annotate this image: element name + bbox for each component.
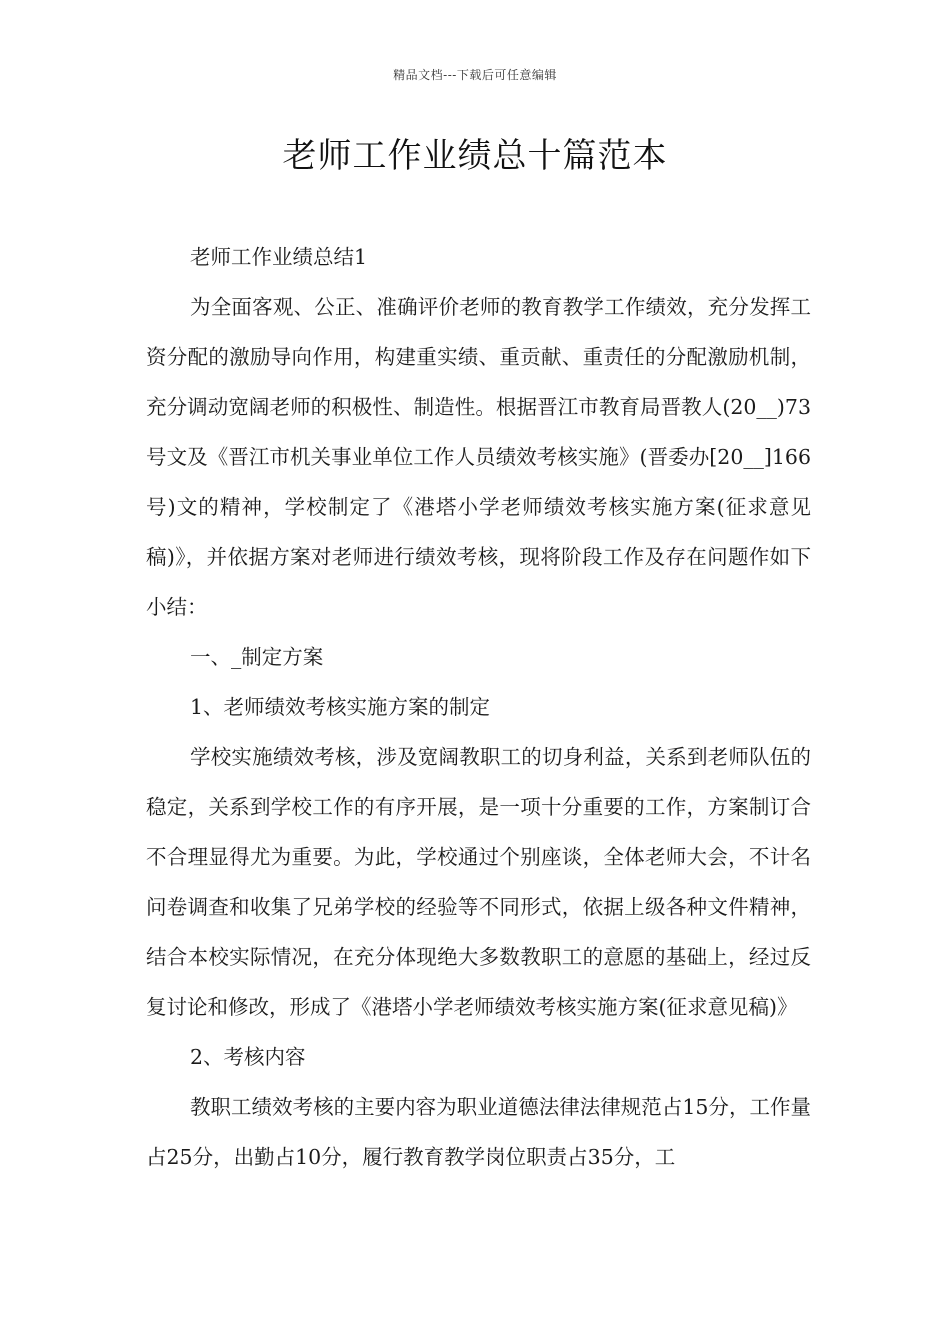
document-title: 老师工作业绩总十篇范本	[282, 136, 668, 176]
subsection-heading: 1、老师绩效考核实施方案的制定	[190, 695, 491, 719]
section-heading: 一、_制定方案	[190, 645, 324, 669]
section-heading: 老师工作业绩总结1	[190, 245, 368, 269]
header-note: 精品文档---下载后可任意编辑	[393, 68, 557, 82]
subsection-heading: 2、考核内容	[190, 1045, 306, 1069]
paragraph: 教职工绩效考核的主要内容为职业道德法律法律规范占15分，工作量占25分，出勤占10分，履行教育教学岗位职责占35分，工	[146, 1095, 811, 1169]
document-body	[146, 232, 811, 1182]
paragraph: 学校实施绩效考核，涉及宽阔教职工的切身利益，关系到老师队伍的稳定，关系到学校工作的有序开展，是一项十分重要的工作，方案制订合不合理显得尤为重要。为此，学校通过个别座谈，全体老师大会，不计名问卷调查和收集了兄弟学校的经验等不同形式，依据上级各种文件精神，结合本校实际情况，在充分体现绝大多数教职工的意愿的基础上，经过反复讨论和修改，形成了《港塔小学老师绩效考核实施方案(征求意见稿)》	[146, 745, 811, 1019]
paragraph: 为全面客观、公正、准确评价老师的教育教学工作绩效，充分发挥工资分配的激励导向作用，构建重实绩、重贡献、重责任的分配激励机制，充分调动宽阔老师的积极性、制造性。根据晋江市教育局晋教人(20__)73号文及《晋江市机关事业单位工作人员绩效考核实施》(晋委办[20__]166号)文的精神，学校制定了《港塔小学老师绩效考核实施方案(征求意见稿)》，并依据方案对老师进行绩效考核，现将阶段工作及存在问题作如下小结：	[146, 295, 811, 619]
